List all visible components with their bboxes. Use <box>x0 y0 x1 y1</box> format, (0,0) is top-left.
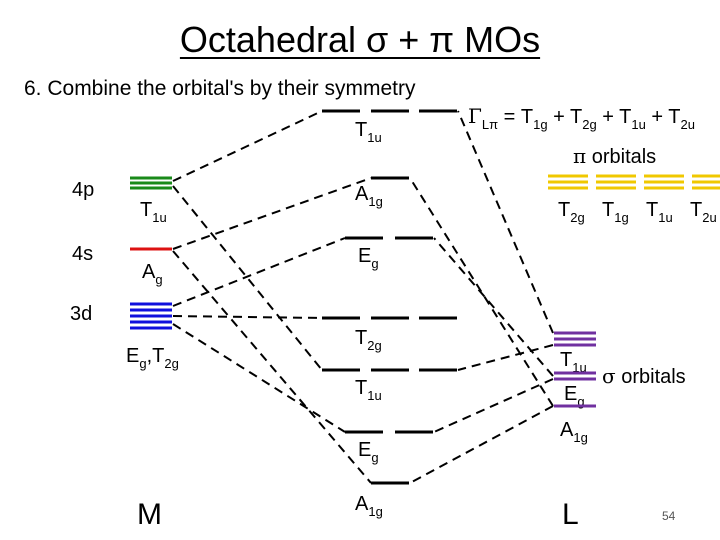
mo-label-eg-bonding: $E_g$ <box>358 439 379 465</box>
mo-label-t1u-bonding: $T_{1u}$ <box>355 377 382 403</box>
metal-3d-symmetry: $E_g,T_{2g}$ <box>126 345 179 371</box>
ligand-pi-t2g-label: $T_{2g}$ <box>558 199 585 225</box>
mo-label-eg-antibonding: $E_g$ <box>358 245 379 271</box>
metal-4p-name: 4p <box>72 179 95 201</box>
metal-3d-name: 3d <box>70 303 93 325</box>
step-heading: 6. Combine the orbital's by their symmetry <box>24 77 416 100</box>
metal-4p-symmetry: $T_{1u}$ <box>140 199 167 225</box>
mo-label-t1u-antibonding: $T_{1u}$ <box>355 119 382 145</box>
corr-l-eg-to-bond <box>434 379 553 432</box>
mo-label-a1g-bonding: $A_{1g}$ <box>355 493 383 519</box>
ligand-pi-t1g-label: $T_{1g}$ <box>602 199 629 225</box>
ligand-sigma-t1u-label: $T_{1u}$ <box>560 349 587 375</box>
metal-4p-levels <box>130 178 172 188</box>
ligand-sigma-eg-label: $E_g$ <box>564 383 585 409</box>
ligand-pi-t1u-label: $T_{1u}$ <box>646 199 673 225</box>
ligand-sigma-levels <box>554 333 596 409</box>
sigma-orbitals-heading: σ orbitals <box>602 364 686 388</box>
corr-3d-to-eg-bond <box>173 324 345 432</box>
corr-4s-to-a1g-anti <box>173 178 371 249</box>
mo-label-a1g-antibonding: $A_{1g}$ <box>355 183 383 209</box>
page-number: 54 <box>662 509 676 523</box>
ligand-pi-levels <box>548 176 720 188</box>
corr-3d-to-eg-anti <box>173 238 345 306</box>
corr-4s-to-a1g-bond <box>173 251 371 483</box>
metal-label: M <box>137 498 162 531</box>
ligand-label: L <box>562 498 579 531</box>
metal-4s-name: 4s <box>72 243 94 265</box>
ligand-sigma-a1g-label: $A_{1g}$ <box>560 419 588 445</box>
metal-3d-levels <box>130 304 172 328</box>
corr-l-t1u-to-anti <box>458 111 553 333</box>
mo-label-t2g: $T_{2g}$ <box>355 327 382 353</box>
pi-orbitals-heading: π orbitals <box>573 144 657 168</box>
corr-l-eg-to-anti <box>434 238 553 376</box>
corr-l-a1g-to-bond <box>410 406 553 483</box>
page-title: Octahedral σ + π MOs <box>179 19 541 60</box>
corr-4p-to-t1u-anti <box>173 111 322 181</box>
ligand-pi-t2u-label: $T_{2u}$ <box>690 199 717 225</box>
metal-4s-symmetry: $A_g$ <box>142 261 163 287</box>
corr-l-t1u-to-bond <box>458 345 553 370</box>
correlation-lines <box>173 111 553 483</box>
corr-3d-to-t2g <box>173 316 322 318</box>
gamma-l-pi-equation: $\Gamma_{L\pi} = T_{1g} + T_{2g} + T_{1u} + T_{2u}$ <box>468 104 695 132</box>
